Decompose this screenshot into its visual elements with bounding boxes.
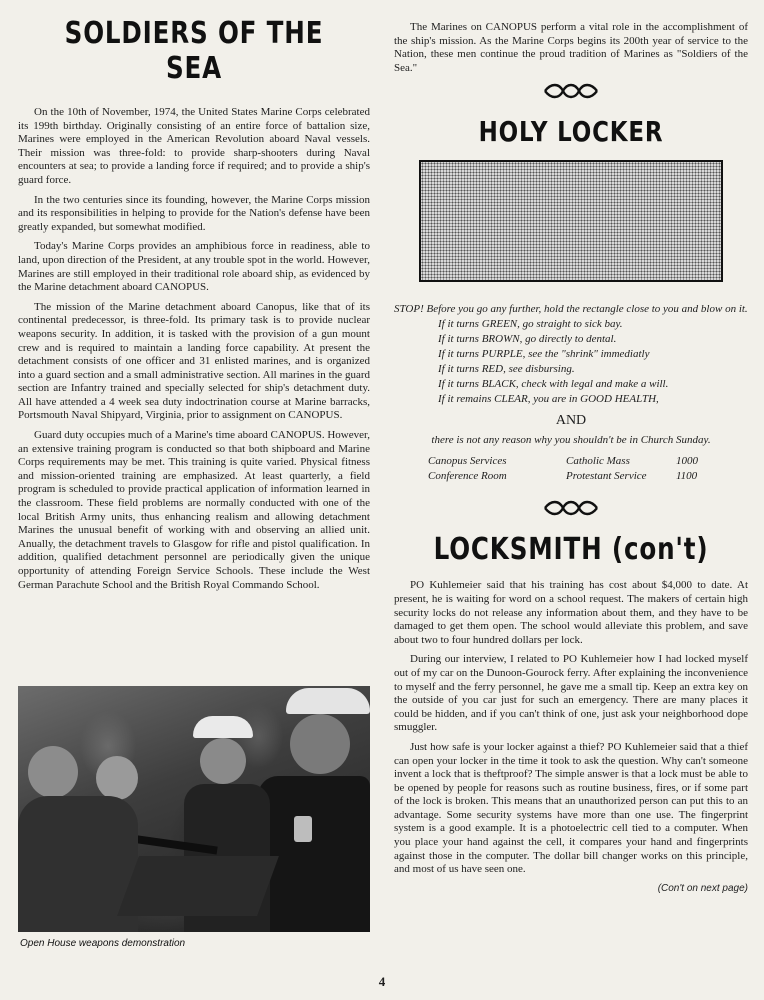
condition-line: If it turns PURPLE, see the "shrink" immediatly [438,348,650,361]
church-line: there is not any reason why you shouldn't be in Church Sunday. [431,434,711,447]
continued-note: (Con't on next page) [657,882,748,894]
holy-locker-headline: HOLY LOCKER [478,115,664,149]
condition-line: If it turns GREEN, go straight to sick bay. [438,318,623,331]
article-paragraph: Guard duty occupies much of a Marine's time aboard CANOPUS. However, an extensive training program is conducted so that both shipboard and Marine Corps requirements may be met. This training is quite varied. Physical fitness and mission-oriented training are emphasized. At least quarterly, a field program is scheduled to provide practical application of information learned in the classroom. These field problems are normally conducted with one of the local British Army units, thus enhancing realism and allowing detachment Marines the unusual benefit of working with and observing an allied unit. Anually, the detachment travels to Glasgow for rifle and pistol qualification. In addition, qualified detachment personnel are periodically given the unique opportunity of attending Foreign Service Schools. These include the West German Parachute School and the British Royal Commando School. [18,429,370,591]
face-shape [96,756,138,800]
service-time: 1100 [676,470,698,483]
blow-test-rectangle [419,160,723,282]
face-shape [200,738,246,784]
article-paragraph: The mission of the Marine detachment aboard Canopus, like that of its continental predecessor, is three-fold. Its primary task is to provide nuclear weapons security. In addition, it is tasked with the provision of a gun mount crew and is required to maintain a landing force capability. At present the detachment consists of one officer and 31 enlisted marines, and is organized into a guard section and a small administrative section. All marines in the guard section are Infantry trained and specially selected for ship's detachment duty. All have attended a 4 week sea duty indoctrination course at Marine barracks, Portsmouth Naval Shipyard, Virginia, prior to assignment on CANOPUS. [18,300,370,422]
face-shape [290,714,350,774]
uniform-shape [258,776,370,932]
locksmith-headline: LOCKSMITH (con't) [433,532,709,568]
services-row [428,469,748,484]
scroll-ornament-icon [541,498,601,518]
service-time: 1000 [676,455,698,468]
stop-instruction: STOP! Before you go any further, hold the rectangle close to you and blow on it. [394,303,748,316]
condition-line: If it remains CLEAR, you are in GOOD HEALTH, [438,393,659,406]
locksmith-paragraph: PO Kuhlemeier said that his training has cost about $4,000 to date. At present, he is waiting for word on a school request. The makers of certain high security locks do not release any information about them, and they have to be damaged to get them open. The school would alleviate this problem, and save about two to four hundred dollars per lock. [394,579,748,646]
photo-caption: Open House weapons demonstration [20,938,186,949]
article-paragraph: On the 10th of November, 1974, the United States Marine Corps celebrated its 199th birthday. Originally consisting of an entire force of battalion size, Marines were employed in the American Revolution aboard Naval vessels. Their mission was three-fold: to provide sharp-shooters during Naval encounters at sea; to provide a landing force if required; and to provide a ship's guard force. [18,106,370,186]
condition-line: If it turns BROWN, go directly to dental. [438,333,617,346]
condition-line: If it turns BLACK, check with legal and make a will. [438,378,669,391]
and-word: AND [555,413,587,429]
scroll-ornament-icon [541,81,601,101]
services-row [428,454,748,469]
soldiers-headline: SOLDIERS OF THE SEA [64,16,324,86]
marine-cap-shape [193,716,253,738]
service-name: Protestant Service [566,470,647,483]
locksmith-paragraph: During our interview, I related to PO Kuhlemeier how I had locked myself out of my car on the Dunoon-Gourock ferry. After explaining the inconvenience to myself and the ferry personnel, he gave me a small tip. Keep an extra key on the outside of you car just for such an emergency. There are many places it could be hidden, and if you can't think of one, just ask your neighborhood dope smuggler. [394,653,748,734]
service-place: Conference Room [428,470,507,483]
article-paragraph: In the two centuries since its founding, however, the Marine Corps mission and its responsibilities in helping to provide for the Nation's defense have been greatly expanded, but somewhat modified. [18,193,370,233]
marine-cap-shape [286,688,370,714]
page-number: 4 [378,974,386,989]
face-shape [28,746,78,798]
left-column [18,0,370,949]
article-paragraph: Today's Marine Corps provides an amphibious force in readiness, able to land, upon direction of the President, at any trouble spot in the world. However, Marines are still employed in their traditional role aboard ship, as evidenced by the Marine detachment aboard CANOPUS. [18,240,370,294]
service-place: Canopus Services [428,455,507,468]
intro-paragraph: The Marines on CANOPUS perform a vital role in the accomplishment of the ship's mission. As the Marine Corps begins its 200th year of service to the Nation, these men continue the proud tradition of Marines as "Soldiers of the Sea." [394,21,748,74]
right-column [394,0,748,894]
chevron-patch-shape [294,816,312,842]
weapons-demonstration-photo [18,686,370,932]
tripod-shape [117,856,279,916]
locksmith-paragraph: Just how safe is your locker against a thief? PO Kuhlemeier said that a thief can open your locker in the time it took to ask the question. Why can't someone invent a lock that is theftproof? The simple answer is that a lock must be able to be opened by people for reasons such as routine business, fires, or if some part of the lock is broken. This means that an unauthorized person can put this to an advantage. Some security systems have more than one use. The fingerprint system is a good example. It is a photoelectric cell tied to a computer. When you place your hand against the cell, it compares your hand and fingerprints against those in the computer. The dollar bill changer works on this principle, and most of us have seen one. [394,740,748,876]
condition-line: If it turns RED, see disbursing. [438,363,575,376]
service-name: Catholic Mass [566,455,630,468]
